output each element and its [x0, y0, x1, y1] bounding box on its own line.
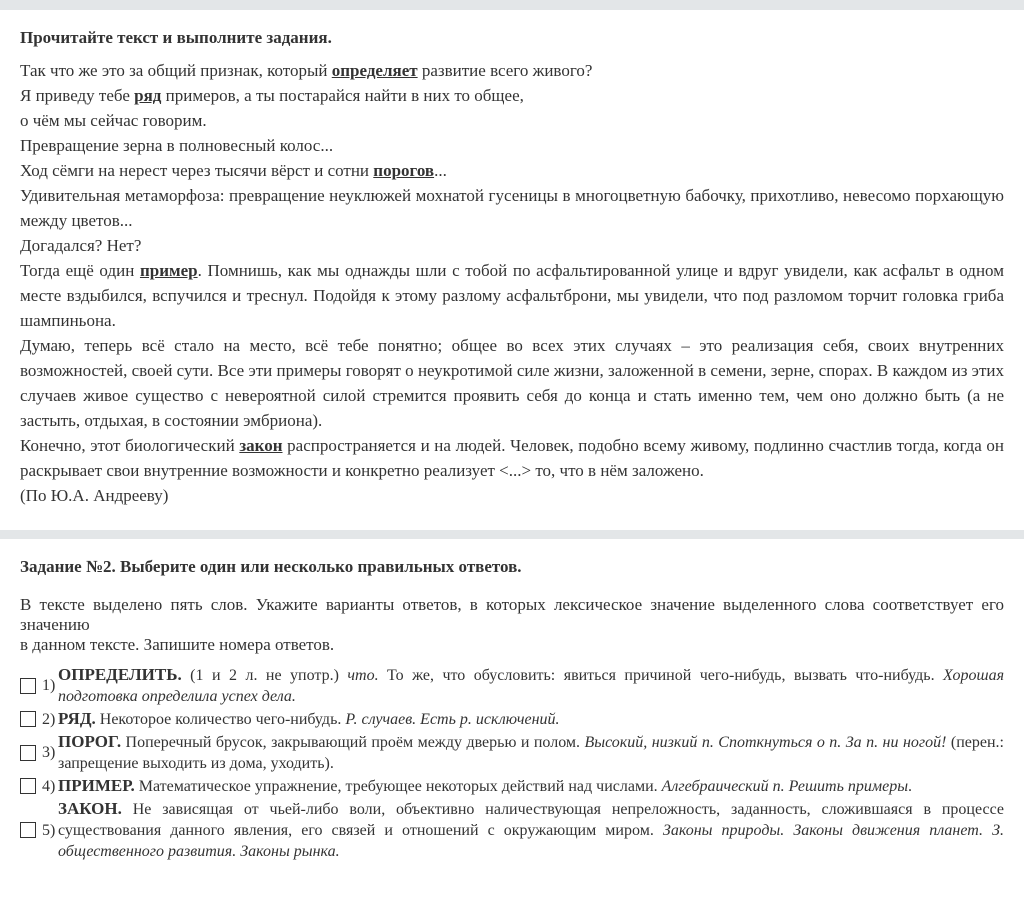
highlight-word-opredelyaet: определяет [331, 61, 418, 80]
option-number: 1) [42, 677, 56, 694]
paragraph: Так что же это за общий признак, который определяет развитие всего живого? [20, 61, 593, 80]
checkbox-4[interactable] [20, 778, 36, 794]
highlight-word-zakon: закон [239, 436, 283, 455]
option-number: 2) [42, 710, 56, 728]
checkbox-2[interactable] [20, 711, 36, 727]
option-text: ПРИМЕР. Математическое упражнение, требующее некоторых действий над числами. Алгебраический п. Решить примеры. [58, 776, 913, 795]
paragraph: Удивительная метаморфоза: превращение неуклюжей мохнатой гусеницы в многоцветную бабочку, прихотливо, невесомо порхающую между цветов... [20, 186, 1004, 230]
paragraph: Думаю, теперь всё стало на место, всё тебе понятно; общее во всех этих случаях – это реализация себя, своих внутренних возможностей, своей сути. Все эти примеры говорят о неукротимой силе жизни, заложенной в семени, зерне, спорах. В каждом из этих случаев живое существо с невероятной силой стремится проявить себя до конца и стать именно тем, чем оно должно быть (а не застыть, отдыхая, в состоянии эмбриона). [20, 336, 1004, 430]
answer-options [20, 664, 1004, 862]
reading-block [0, 10, 1024, 530]
checkbox-3[interactable] [20, 745, 36, 761]
reading-text [20, 58, 1004, 508]
paragraph: Превращение зерна в полновесный колос... [20, 136, 334, 155]
option-text: ОПРЕДЕЛИТЬ. (1 и 2 л. не употр.) что. То же, что обусловить: явиться причиной чего-нибудь, вызвать что-нибудь. Хорошая подготовка определила успех дела. [58, 665, 1005, 705]
option-number: 3) [42, 744, 56, 761]
task-instruction: В тексте выделено пять слов. Укажите варианты ответов, в которых лексическое значение выделенного слова соответствует его значению в данном тексте. Запишите номера ответов. [20, 595, 1004, 654]
checkbox-5[interactable] [20, 822, 36, 838]
highlight-word-porogov: порогов [373, 161, 435, 180]
source-attribution: (По Ю.А. Андрееву) [20, 486, 169, 505]
paragraph: Догадался? Нет? [20, 236, 142, 255]
paragraph: Ход сёмги на нерест через тысячи вёрст и сотни порогов... [20, 161, 447, 180]
task-heading: Задание №2. Выберите один или несколько правильных ответов. [20, 557, 522, 576]
task-block [0, 539, 1024, 862]
reading-heading: Прочитайте текст и выполните задания. [20, 28, 332, 47]
option-text: ПОРОГ. Поперечный брусок, закрывающий проём между дверью и полом. Высокий, низкий п. Споткнуться о п. За п. ни ногой! (перен.: запрещение выходить из дома, уходить). [58, 732, 1005, 772]
checkbox-1[interactable] [20, 678, 36, 694]
section-divider [0, 530, 1024, 539]
answer-option-4[interactable] [20, 775, 1004, 797]
highlight-word-ryad: ряд [134, 86, 162, 105]
option-text: РЯД. Некоторое количество чего-нибудь. Р. случаев. Есть р. исключений. [58, 709, 560, 728]
paragraph: Тогда ещё один пример. Помнишь, как мы однажды шли с тобой по асфальтированной улице и вдруг увидели, как асфальт в одном месте вздыбился, вспучился и треснул. Подойдя к этому разлому асфальтброни, мы увидели, что под разломом торчит головка гриба шампиньона. [20, 261, 1004, 330]
option-number: 4) [42, 777, 56, 795]
option-number: 5) [42, 821, 56, 839]
option-text: ЗАКОН. Не зависящая от чьей-либо воли, объективно наличествующая непреложность, заданность, сложившаяся в процессе существования данного явления, его связей и отношений с окружающим миром. Законы природы. Законы движения планет. З. общественного развития. Законы рынка. [58, 799, 1005, 860]
paragraph: о чём мы сейчас говорим. [20, 111, 207, 130]
answer-option-5[interactable] [20, 798, 1004, 862]
paragraph: Конечно, этот биологический закон распространяется и на людей. Человек, подобно всему живому, подлинно счастлив тогда, когда он раскрывает свои внутренние возможности и конкретно реализует <...> то, что в нём заложено. [20, 436, 1004, 480]
highlight-word-primer: пример [139, 261, 198, 280]
answer-option-1[interactable] [20, 664, 1004, 707]
answer-option-3[interactable] [20, 731, 1004, 774]
top-divider [0, 0, 1024, 10]
paragraph: Я приведу тебе ряд примеров, а ты постарайся найти в них то общее, [20, 86, 524, 105]
answer-option-2[interactable] [20, 708, 1004, 730]
